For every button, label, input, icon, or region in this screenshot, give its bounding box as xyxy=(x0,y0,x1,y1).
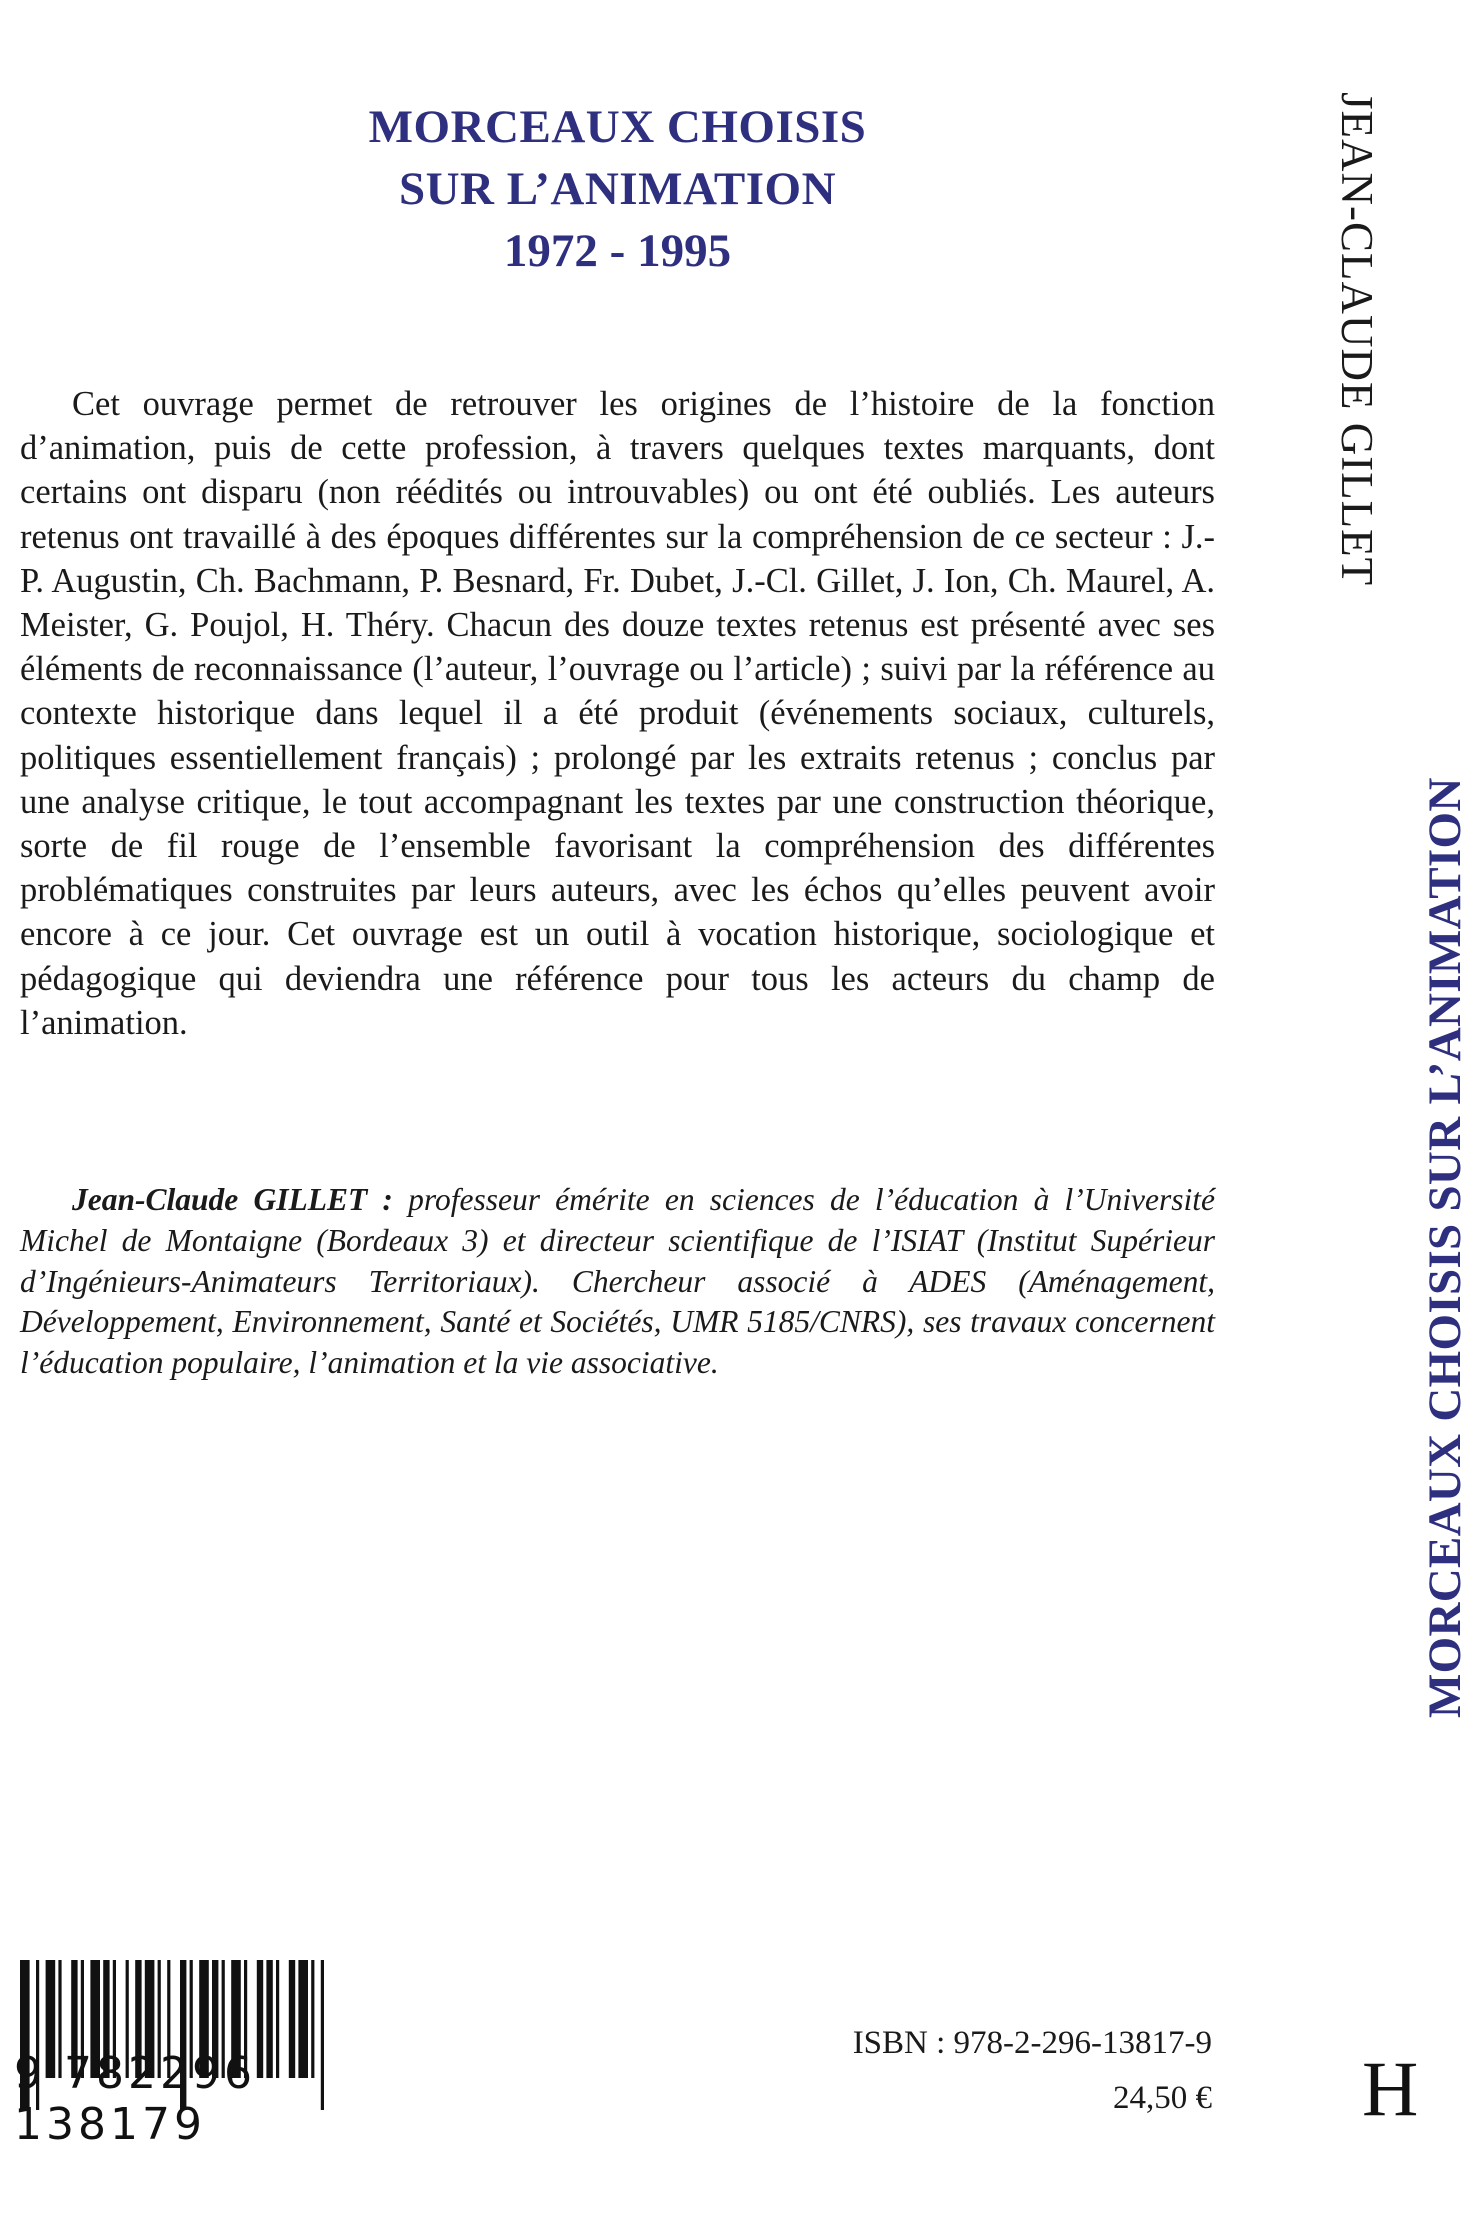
barcode-digits: 9 782296 138179 xyxy=(14,2048,256,2150)
spine-author xyxy=(1330,92,1400,587)
author-name: Jean-Claude GILLET : xyxy=(72,1182,393,1217)
author-bio xyxy=(20,1180,1215,1384)
title-years: 1972 - 1995 xyxy=(503,225,732,277)
author-bio-text: professeur émérite en sciences de l’éducation à l’Université Michel de Montaigne (Bordeaux 3) et directeur scientifique de l’ISIAT (Institut Supérieur d’Ingénieurs-Animateurs Territoriaux). Chercheur associé à ADES (Aménagement, Développement, Environnement, Santé et Sociétés, UMR 5185/CNRS), ses travaux concernent l’éducation populaire, l’animation et la vie associative. xyxy=(20,1182,1215,1381)
price: 24,50 € xyxy=(1113,2080,1212,2116)
isbn-number: ISBN : 978-2-296-13817-9 xyxy=(852,2025,1212,2061)
spine-author-text: JEAN-CLAUDE GILLET xyxy=(1332,92,1382,587)
publisher-logo: H xyxy=(1362,2045,1419,2132)
book-summary: Cet ouvrage permet de retrouver les origines de l’histoire de la fonction d’animation, puis de cette profession, à travers quelques textes marquants, dont certains ont disparu (non réédités ou introuvables) ou ont été oubliés. Les auteurs retenus ont travaillé à des époques différentes sur la compréhension de ce secteur : J.-P. Augustin, Ch. Bachmann, P. Besnard, Fr. Dubet, J.-Cl. Gillet, J. Ion, Ch. Maurel, A. Meister, G. Poujol, H. Théry. Chacun des douze textes retenus est présenté avec ses éléments de reconnaissance (l’auteur, l’ouvrage ou l’article) ; suivi par la référence au contexte historique dans lequel il a été produit (événements sociaux, culturels, politiques essentiellement français) ; prolongé par les extraits retenus ; conclus par une analyse critique, le tout accompagnant les textes par une construction théorique, sorte de fil rouge de l’ensemble favorisant la compréhension des différentes problématiques construites par leurs auteurs, avec les échos qu’elles peuvent avoir encore à ce jour. Cet ouvrage est un outil à vocation historique, sociologique et pédagogique qui deviendra une référence pour tous les acteurs du champ de l’animation. xyxy=(20,385,1215,1042)
title-line-2: SUR L’ANIMATION xyxy=(398,163,837,215)
spine-title: MORCEAUX CHOISIS SUR L’ANIMATION xyxy=(1419,777,1471,1718)
title-line-1: MORCEAUX CHOISIS xyxy=(368,101,867,153)
book-title xyxy=(0,96,1235,282)
